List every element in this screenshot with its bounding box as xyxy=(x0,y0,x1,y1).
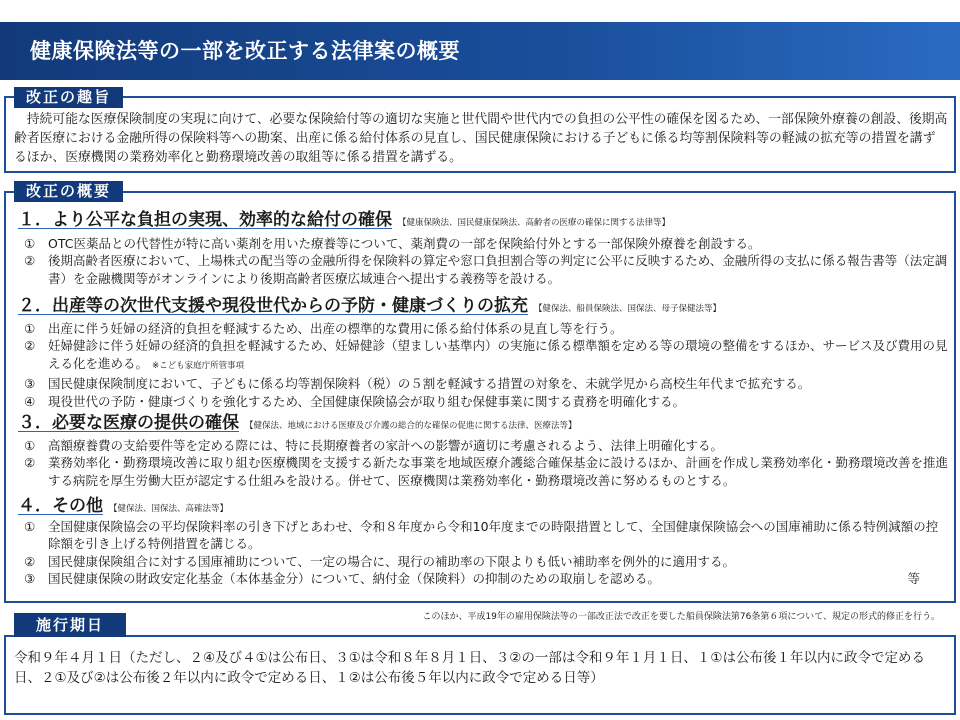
effective-text: 令和９年４月１日（ただし、２④及び４①は公布日、３①は令和８年８月１日、３②の一部は令和９年１月１日、１①は公布後１年以内に政令で定める日、２①及び②は公布後２年以内に政令で定める日、１②は公布後５年以内に政令で定める日等） xyxy=(14,650,926,686)
item-number: ③ xyxy=(24,376,36,392)
item-text: 国民健康保険組合に対する国庫補助について、一定の場合に、現行の補助率の下限よりも低い補助率を例外的に適用する。 xyxy=(48,553,736,569)
list-item xyxy=(24,437,950,454)
section-2-title: ２．出産等の次世代支援や現役世代からの予防・健康づくりの拡充 xyxy=(18,296,528,316)
section-4-heading xyxy=(18,495,228,520)
item-number: ② xyxy=(24,455,36,471)
section-3-items xyxy=(24,437,950,489)
item-number: ④ xyxy=(24,393,36,409)
item-text: 高額療養費の支給要件等を定める際には、特に長期療養者の家計への影響が適切に考慮されるよう、法律上明確化する。 xyxy=(48,438,724,453)
footnote: このほか、平成19年の雇用保険法等の一部改正法で改正を要した船員保険法第76条第６項について、規定の形式的修正を行う。 xyxy=(422,612,940,622)
list-item xyxy=(24,553,950,570)
item-text: 国民健康保険の財政安定化基金（本体基金分）について、納付金（保険料）の抑制のための取崩しを認める。 xyxy=(48,571,661,587)
list-item xyxy=(24,337,950,375)
purpose-label: 改正の趣旨 xyxy=(14,87,123,108)
item-text: 全国健康保険協会の平均保険料率の引き下げとあわせ、令和８年度から令和10年度までの時限措置として、全国健康保険協会への国庫補助に係る特例減額の控除額を引き上げる特例措置を講じる。 xyxy=(48,519,939,552)
item-text-wrap xyxy=(48,570,950,587)
item-number: ① xyxy=(24,519,36,534)
section-3-heading xyxy=(18,412,577,437)
section-3-title: ３．必要な医療の提供の確保 xyxy=(18,413,239,433)
list-item xyxy=(24,252,950,287)
item-trailer: 等 xyxy=(907,571,920,587)
list-item xyxy=(24,235,950,252)
section-3-note: 【健保法、地域における医療及び介護の総合的な確保の促進に関する法律、医療法等】 xyxy=(245,421,577,431)
item-number: ① xyxy=(24,236,36,251)
purpose-text: 持続可能な医療保険制度の実現に向けて、必要な保険給付等の適切な実施と世代間や世代内での負担の公平性の確保を図るため、一部保険外療養の創設、後期高齢者医療における金融所得の保険料等への勘案、出産に係る給付体系の見直し、国民健康保険における子どもに係る均等割保険料等の軽減の拡充等の措置を講ずるほか、医療機関の業務効率化と勤務環境改善の取組等に係る措置を講ずる。 xyxy=(14,112,948,165)
page-title: 健康保険法等の一部を改正する法律案の概要 xyxy=(0,22,960,80)
section-1-note: 【健康保険法、国民健康保険法、高齢者の医療の確保に関する法律等】 xyxy=(398,218,671,228)
list-item xyxy=(24,570,950,587)
item-number: ② xyxy=(24,553,36,569)
item-text: OTC医薬品との代替性が特に高い薬剤を用いた療養等について、薬剤費の一部を保険給付外とする一部保険外療養を創設する。 xyxy=(48,236,761,251)
section-1-heading xyxy=(18,209,670,234)
item-text: 現役世代の予防・健康づくりを強化するため、全国健康保険協会が取り組む保健事業に関する責務を明確化する。 xyxy=(48,393,686,409)
item-number: ① xyxy=(24,321,36,336)
list-item xyxy=(24,454,950,489)
overview-label: 改正の概要 xyxy=(14,181,123,202)
item-text: 妊婦健診に伴う妊婦の経済的負担を軽減するため、妊婦健診（望ましい基準内）の実施に係る標準額を定める等の環境の整備をするほか、サービス及び費用の見える化を進める。 xyxy=(48,338,948,371)
section-2-note: 【健保法、船員保険法、国保法、母子保健法等】 xyxy=(534,304,722,314)
list-item xyxy=(24,393,950,410)
section-1-title: １．より公平な負担の実現、効率的な給付の確保 xyxy=(18,210,392,230)
section-2-items xyxy=(24,320,950,410)
section-2-heading xyxy=(18,295,721,320)
item-number: ② xyxy=(24,253,36,269)
item-text: 業務効率化・勤務環境改善に取り組む医療機関を支援する新たな事業を地域医療介護総合確保基金に設けるほか、計画を作成し業務効率化・勤務環境改善を推進する病院を厚生労働大臣が認定する仕組みを設ける。併せて、医療機関は業務効率化・勤務環境改善に努めるものとする。 xyxy=(48,455,949,488)
section-1-items xyxy=(24,235,950,287)
section-4-note: 【健保法、国保法、高確法等】 xyxy=(109,504,229,514)
item-text-wrap xyxy=(48,337,950,375)
section-4-items xyxy=(24,518,950,588)
item-number: ① xyxy=(24,438,36,453)
list-item xyxy=(24,375,950,392)
item-number: ② xyxy=(24,338,36,354)
item-text: 国民健康保険制度において、子どもに係る均等割保険料（税）の５割を軽減する措置の対象を、未就学児から高校生年代まで拡充する。 xyxy=(48,376,811,392)
list-item xyxy=(24,518,950,553)
list-item xyxy=(24,320,950,337)
item-text: 出産に伴う妊婦の経済的負担を軽減するため、出産の標準的な費用に係る給付体系の見直し等を行う。 xyxy=(48,321,623,336)
section-4-title: ４．その他 xyxy=(18,496,103,516)
effective-label: 施行期日 xyxy=(14,613,126,637)
item-small-note: ※こども家庭庁所管事項 xyxy=(152,360,245,371)
item-number: ③ xyxy=(24,571,36,587)
item-text: 後期高齢者医療において、上場株式の配当等の金融所得を保険料の算定や窓口負担割合等の判定に公平に反映するため、金融所得の支払に係る報告書等（法定調書）を金融機関等がオンラインにより後期高齢者医療広域連合へ提出する義務等を設ける。 xyxy=(48,253,948,286)
